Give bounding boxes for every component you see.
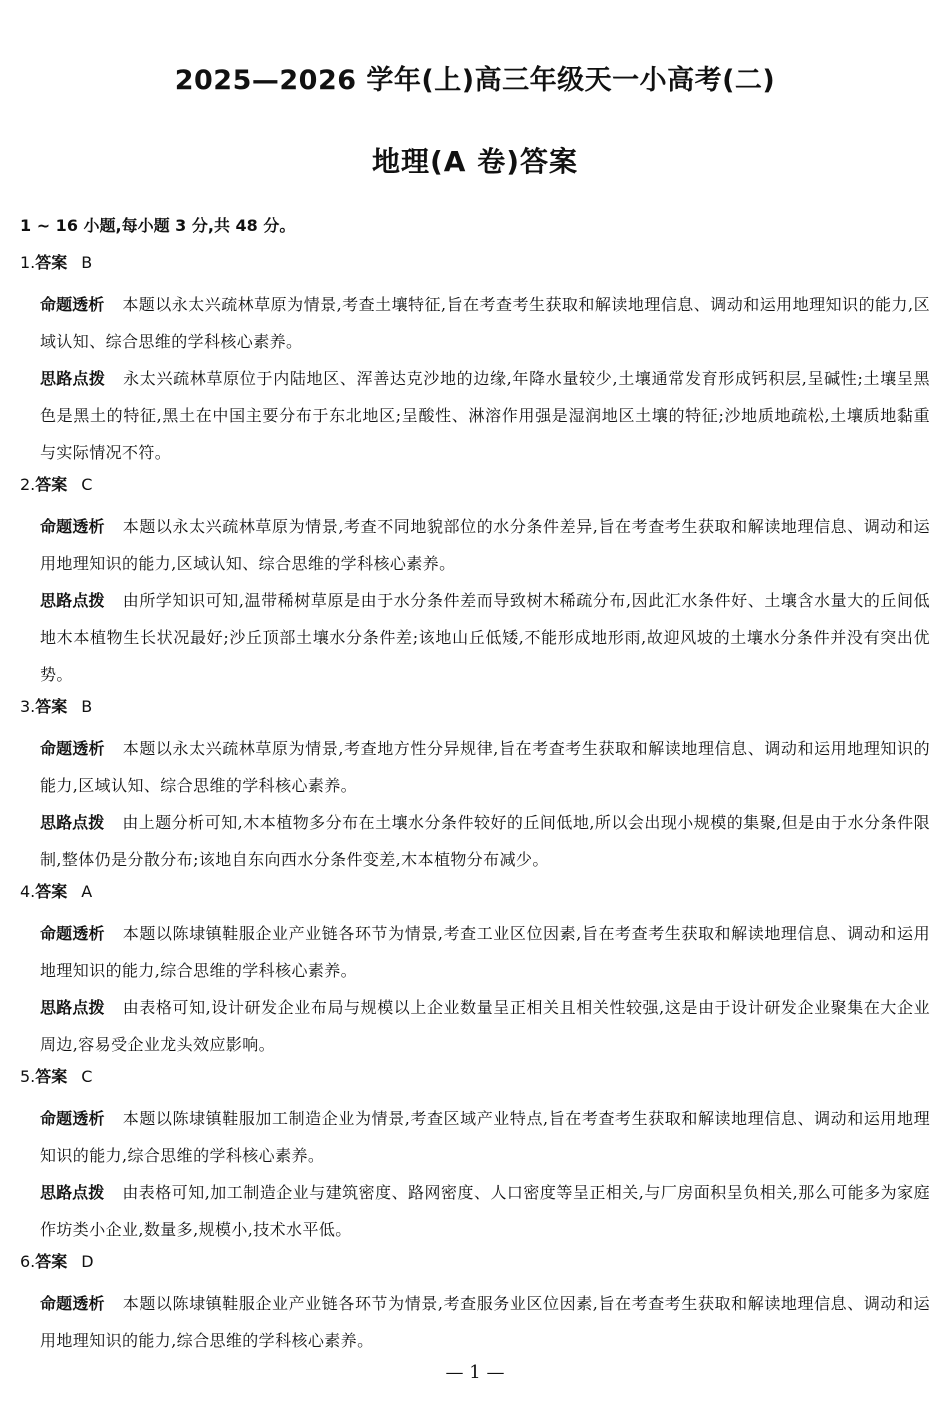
- hint-paragraph-3: [40, 804, 930, 878]
- answer-value: D: [81, 1252, 94, 1271]
- answer-label: 答案: [35, 253, 68, 272]
- hint-text: 由表格可知,设计研发企业布局与规模以上企业数量呈正相关且相关性较强,这是由于设计研发企业聚集在大企业周边,容易受企业龙头效应影响。: [40, 998, 930, 1054]
- analysis-label: 命题透析: [40, 1109, 105, 1128]
- analysis-text: 本题以陈埭镇鞋服加工制造企业为情景,考查区域产业特点,旨在考查考生获取和解读地理信息、调动和运用地理知识的能力,综合思维的学科核心素养。: [40, 1109, 930, 1165]
- answer-line-5: [20, 1063, 930, 1100]
- answer-line-2: [20, 471, 930, 508]
- answer-line-3: [20, 693, 930, 730]
- analysis-label: 命题透析: [40, 924, 105, 943]
- hint-paragraph-2: [40, 582, 930, 693]
- analysis-paragraph-4: [40, 915, 930, 989]
- hint-text: 由上题分析可知,木本植物多分布在土壤水分条件较好的丘间低地,所以会出现小规模的集聚,但是由于水分条件限制,整体仍是分散分布;该地自东向西水分条件变差,木本植物分布减少。: [40, 813, 930, 869]
- question-number: 5.: [20, 1067, 36, 1086]
- answer-subtitle: 地理(A 卷)答案: [371, 145, 578, 178]
- analysis-label: 命题透析: [40, 517, 105, 536]
- answer-label: 答案: [35, 1067, 68, 1086]
- scoring-intro: 1 ~ 16 小题,每小题 3 分,共 48 分。: [20, 216, 296, 235]
- answer-label: 答案: [35, 882, 68, 901]
- analysis-label: 命题透析: [40, 1294, 105, 1313]
- analysis-text: 本题以永太兴疏林草原为情景,考查不同地貌部位的水分条件差异,旨在考查考生获取和解读地理信息、调动和运用地理知识的能力,区域认知、综合思维的学科核心素养。: [40, 517, 930, 573]
- hint-text: 永太兴疏林草原位于内陆地区、浑善达克沙地的边缘,年降水量较少,土壤通常发育形成钙积层,呈碱性;土壤呈黑色是黑土的特征,黑土在中国主要分布于东北地区;呈酸性、淋溶作用强是湿润地区土壤的特征;沙地质地疏松,土壤质地黏重与实际情况不符。: [40, 369, 930, 462]
- question-number: 2.: [20, 475, 36, 494]
- analysis-paragraph-3: [40, 730, 930, 804]
- analysis-label: 命题透析: [40, 739, 105, 758]
- hint-label: 思路点拨: [40, 369, 106, 388]
- answer-value: A: [81, 882, 93, 901]
- answer-label: 答案: [35, 697, 68, 716]
- analysis-text: 本题以永太兴疏林草原为情景,考查土壤特征,旨在考查考生获取和解读地理信息、调动和运用地理知识的能力,区域认知、综合思维的学科核心素养。: [40, 295, 930, 351]
- answer-line-4: [20, 878, 930, 915]
- question-number: 3.: [20, 697, 36, 716]
- answer-content: [20, 212, 930, 1359]
- hint-paragraph-1: [40, 360, 930, 471]
- hint-text: 由所学知识可知,温带稀树草原是由于水分条件差而导致树木稀疏分布,因此汇水条件好、土壤含水量大的丘间低地木本植物生长状况最好;沙丘顶部土壤水分条件差;该地山丘低矮,不能形成地形雨,故迎风坡的土壤水分条件并没有突出优势。: [40, 591, 930, 684]
- answer-line-1: [20, 249, 930, 286]
- page-number: — 1 —: [445, 1362, 505, 1383]
- analysis-text: 本题以陈埭镇鞋服企业产业链各环节为情景,考查工业区位因素,旨在考查考生获取和解读地理信息、调动和运用地理知识的能力,综合思维的学科核心素养。: [40, 924, 930, 980]
- hint-label: 思路点拨: [40, 1183, 105, 1202]
- question-number: 1.: [20, 253, 36, 272]
- exam-title: 2025—2026 学年(上)高三年级天一小高考(二): [174, 65, 776, 96]
- analysis-paragraph-5: [40, 1100, 930, 1174]
- question-number: 6.: [20, 1252, 36, 1271]
- hint-label: 思路点拨: [40, 591, 105, 610]
- analysis-label: 命题透析: [40, 295, 105, 314]
- answer-line-6: [20, 1248, 930, 1285]
- hint-label: 思路点拨: [40, 998, 105, 1017]
- answer-value: B: [81, 253, 93, 272]
- hint-paragraph-5: [40, 1174, 930, 1248]
- answer-label: 答案: [35, 475, 68, 494]
- analysis-paragraph-2: [40, 508, 930, 582]
- answer-value: C: [81, 1067, 93, 1086]
- analysis-text: 本题以陈埭镇鞋服企业产业链各环节为情景,考查服务业区位因素,旨在考查考生获取和解读地理信息、调动和运用地理知识的能力,综合思维的学科核心素养。: [40, 1294, 930, 1350]
- answer-value: C: [81, 475, 93, 494]
- hint-paragraph-4: [40, 989, 930, 1063]
- analysis-paragraph-6: [40, 1285, 930, 1359]
- answer-label: 答案: [35, 1252, 68, 1271]
- hint-label: 思路点拨: [40, 813, 105, 832]
- analysis-text: 本题以永太兴疏林草原为情景,考查地方性分异规律,旨在考查考生获取和解读地理信息、调动和运用地理知识的能力,区域认知、综合思维的学科核心素养。: [40, 739, 930, 795]
- hint-text: 由表格可知,加工制造企业与建筑密度、路网密度、人口密度等呈正相关,与厂房面积呈负相关,那么可能多为家庭作坊类小企业,数量多,规模小,技术水平低。: [40, 1183, 930, 1239]
- answer-value: B: [81, 697, 93, 716]
- question-number: 4.: [20, 882, 36, 901]
- analysis-paragraph-1: [40, 286, 930, 360]
